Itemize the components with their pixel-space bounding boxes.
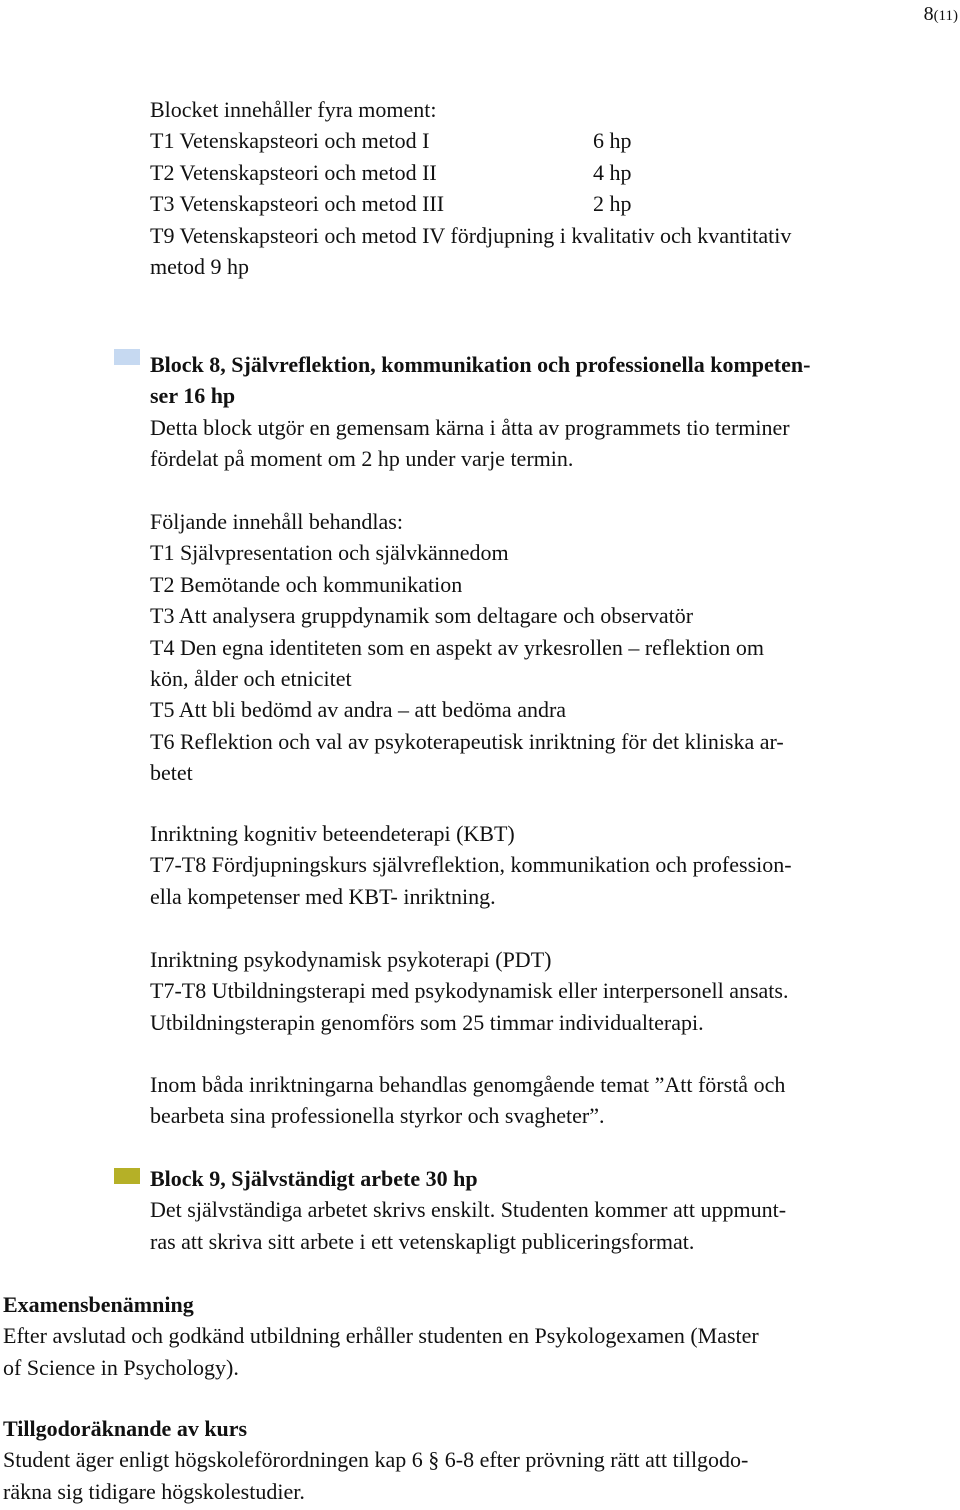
tillgodo-text: Student äger enligt högskoleförordningen kap 6 § 6-8 efter prövning rätt att tillgodo-: [3, 1447, 749, 1473]
block8-header: [150, 349, 940, 475]
block8-desc: fördelat på moment om 2 hp under varje termin.: [150, 446, 574, 472]
theme-line: Inom båda inriktningarna behandlas genomgående temat ”Att förstå och: [150, 1072, 786, 1097]
examen-text: of Science in Psychology).: [3, 1354, 239, 1380]
block8-title: ser 16 hp: [150, 383, 236, 409]
content-line: Följande innehåll behandlas:: [150, 509, 403, 534]
block8-content: [150, 506, 940, 789]
content-line: T3 Att analysera gruppdynamik som deltagare och observatör: [150, 603, 694, 629]
square-bullet-icon: [114, 1168, 140, 1184]
content-line: T1 Självpresentation och självkännedom: [150, 540, 509, 566]
block9-title: Block 9, Självständigt arbete 30 hp: [150, 1166, 478, 1191]
examen-section: [3, 1289, 953, 1383]
block8-title: Block 8, Självreflektion, kommunikation och professionella kompeten-: [150, 352, 811, 377]
pdt-line: Utbildningsterapin genomförs som 25 timmar individualterapi.: [150, 1009, 704, 1035]
block-intro: [150, 94, 940, 282]
tillgodo-heading: Tillgodoräknande av kurs: [3, 1416, 248, 1441]
tillgodo-section: [3, 1413, 953, 1507]
intro-heading: Blocket innehåller fyra moment:: [150, 97, 437, 122]
content-line: T5 Att bli bedömd av andra – att bedöma andra: [150, 697, 567, 723]
block9-desc: Det självständiga arbetet skrivs enskilt. Studenten kommer att uppmunt-: [150, 1197, 787, 1223]
content-line: kön, ålder och etnicitet: [150, 666, 352, 692]
content-line: betet: [150, 760, 193, 786]
examen-heading: Examensbenämning: [3, 1292, 194, 1317]
block9-desc: ras att skriva sitt arbete i ett vetenskapligt publiceringsformat.: [150, 1228, 695, 1254]
block8-desc: Detta block utgör en gemensam kärna i åtta av programmets tio terminer: [150, 414, 790, 440]
block8-pdt: [150, 944, 940, 1038]
moment-row: T3 Vetenskapsteori och metod III 2 hp: [150, 191, 632, 217]
tillgodo-text: räkna sig tidigare högskolestudier.: [3, 1478, 305, 1504]
content-line: T6 Reflektion och val av psykoterapeutisk inriktning för det kliniska ar-: [150, 728, 784, 754]
kbt-line: ella kompetenser med KBT- inriktning.: [150, 883, 496, 909]
content-line: T2 Bemötande och kommunikation: [150, 571, 463, 597]
examen-text: Efter avslutad och godkänd utbildning erhåller studenten en Psykologexamen (Master: [3, 1323, 759, 1349]
t9-line: T9 Vetenskapsteori och metod IV fördjupning i kvalitativ och kvantitativ: [150, 222, 792, 248]
page-number: 8(11): [923, 3, 958, 25]
theme-line: bearbeta sina professionella styrkor och svagheter”.: [150, 1103, 605, 1129]
pdt-line: Inriktning psykodynamisk psykoterapi (PDT): [150, 947, 552, 972]
moment-row: T2 Vetenskapsteori och metod II 4 hp: [150, 159, 632, 185]
block9: [150, 1163, 940, 1257]
content-line: T4 Den egna identiteten som en aspekt av yrkesrollen – reflektion om: [150, 634, 764, 660]
kbt-line: T7-T8 Fördjupningskurs självreflektion, kommunikation och profession-: [150, 852, 792, 878]
block8-kbt: [150, 818, 940, 912]
pdt-line: T7-T8 Utbildningsterapi med psykodynamisk eller interpersonell ansats.: [150, 978, 789, 1004]
moment-row: T1 Vetenskapsteori och metod I 6 hp: [150, 128, 632, 154]
t9-line: metod 9 hp: [150, 254, 249, 280]
kbt-line: Inriktning kognitiv beteendeterapi (KBT): [150, 821, 515, 846]
square-bullet-icon: [114, 349, 140, 365]
block8-theme: [150, 1069, 940, 1132]
